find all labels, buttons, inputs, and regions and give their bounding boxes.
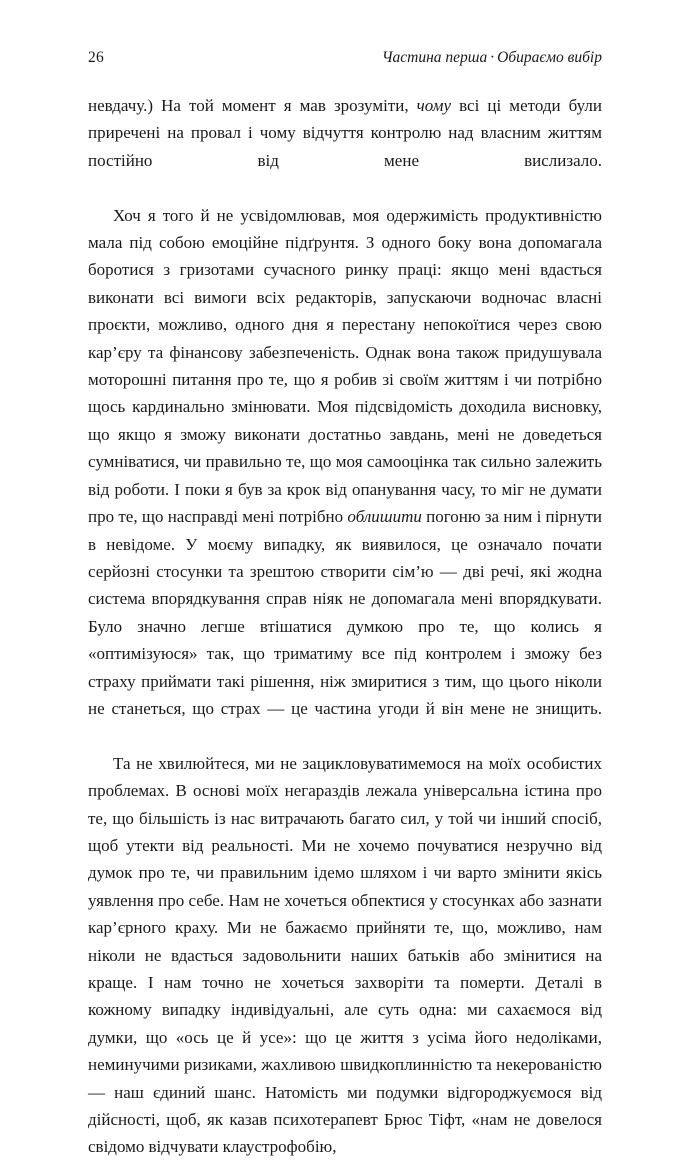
- running-head-title: [382, 50, 602, 66]
- running-head-chapter: Обираємо вибір: [497, 49, 602, 66]
- body-text-run: всі ці методи були приречені на провал і чому відчуття контролю над власним життям постійно від мене вислизало.: [88, 96, 602, 170]
- body-text-run: Та не хвилюйтеся, ми не зацикловуватимемося на моїх особистих проблемах. В основі моїх негараздів лежала універсальна істина про те, що більшість із нас витрачають багато сил, у той чи інший спосіб, щоб утекти від реальності. Ми не хочемо почуватися незручно від думок про те, чи правильним ідемо шляхом і чи варто змінити якісь уявлення про себе. Нам не хочеться обпектися у стосунках або зазнати кар’єрного краху. Ми не бажаємо прийняти те, що, можливо, нам ніколи не вдасться задовольнити наших батьків або змінитися на краще. І нам точно не хочеться захворіти та померти. Деталі в кожному випадку індивідуальні, але суть одна: ми сахаємося від думки, що «ось це й усе»: що це життя з усіма його недоліками, неминучими ризиками, жахливою швидкоплинністю та некерованістю — наш єдиний шанс. Натомість ми подумки відгороджуємося від дійсності, щоб, як казав психотерапевт Брюс Тіфт, «нам не довелося свідомо відчувати клаустрофобію,: [88, 753, 602, 1157]
- page-number: 26: [88, 49, 104, 66]
- body-text: [88, 92, 602, 1161]
- running-head: [88, 50, 602, 74]
- body-text-run: погоню за ним і пірнути в невідоме. У моєму випадку, як виявилося, це означало почати серйозні стосунки та зрештою створити сім’ю — дві речі, які жодна система впорядкування справ ніяк не допомагала мені впорядкувати. Було значно легше втішатися думкою про те, що колись я «оптимізуюся» так, що триматиму все під контролем і зможу без страху приймати такі рішення, ніж змиритися з тим, що цього ніколи не станеться, що страх — це частина угоди й він мене не знищить.: [88, 507, 603, 718]
- running-head-part: Частина перша: [381, 49, 488, 66]
- running-head-separator: ·: [490, 49, 495, 66]
- emphasis-text: чому: [416, 96, 452, 115]
- emphasis-text: облишити: [347, 507, 422, 527]
- paragraph-2: [88, 202, 602, 750]
- body-text-run: Хоч я того й не усвідомлював, моя одержимість продуктивністю мала під собою емоційне підґрунтя. З одного боку вона допомагала боротися з гризотами сучасного ринку праці: якщо мені вдасться виконати всі вимоги всіх редакторів, запускаючи водночас власні проєкти, можливо, одного дня я перестану непокоїтися через свою кар’єру та фінансову забезпеченість. Однак вона також придушувала моторошні питання про те, що я робив зі своїм життям і чи потрібно щось кардинально змінювати. Моя підсвідомість доходила висновку, що якщо я зможу виконати достатньо завдань, мені не доведеться сумніватися, чи правильно те, що моя самооцінка так сильно залежить від роботи. І поки я був за крок від опанування часу, то міг не думати про те, що насправді мені потрібно: [88, 205, 602, 527]
- paragraph-3: [88, 750, 602, 1161]
- paragraph-1: [88, 92, 602, 202]
- body-text-run: невдачу.) На той момент я мав зрозуміти,: [88, 96, 417, 115]
